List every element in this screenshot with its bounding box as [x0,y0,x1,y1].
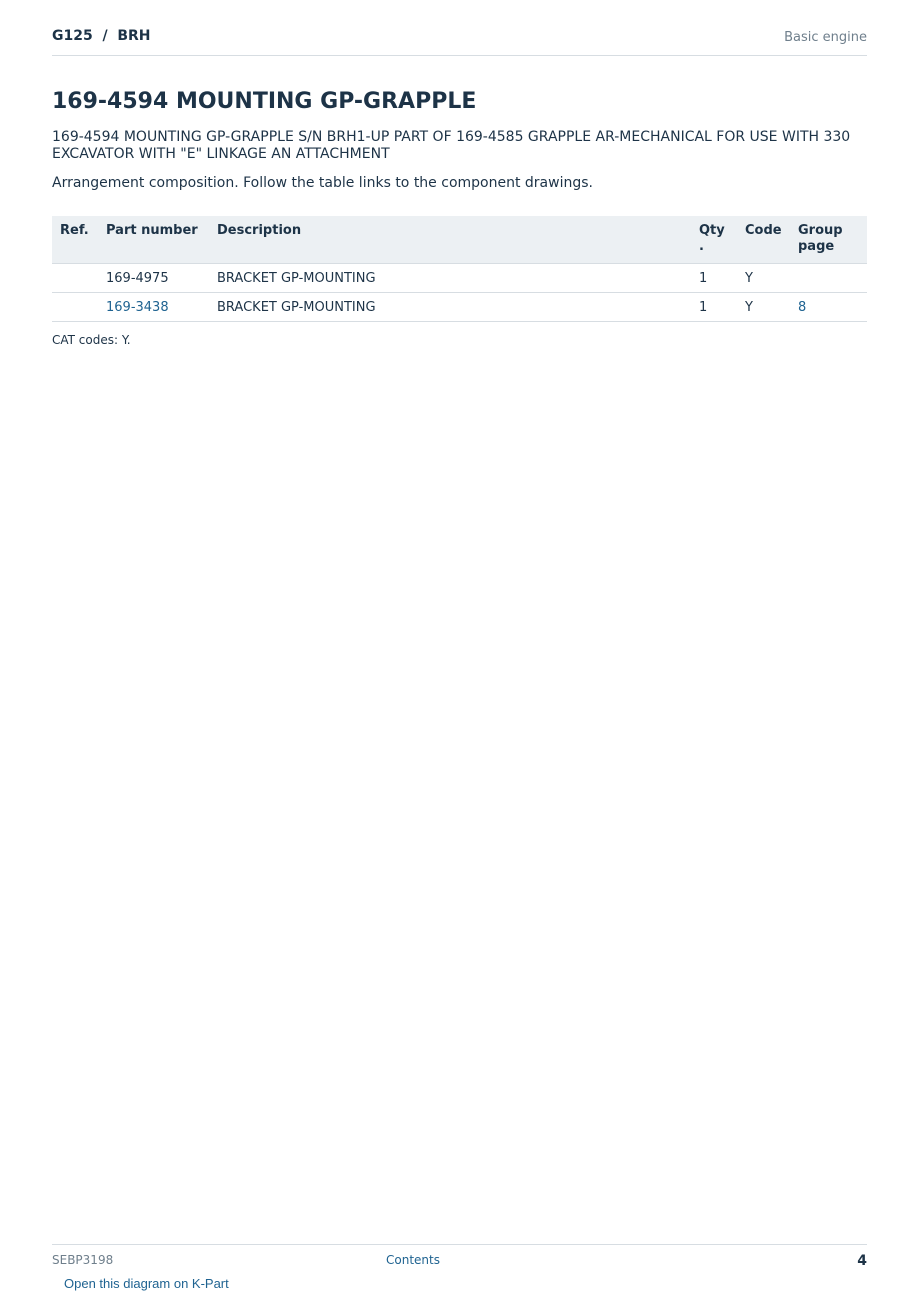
parts-table [52,216,867,322]
cell-part-number: 169-4975 [98,264,209,293]
table-header-row [52,216,867,264]
cell-qty: 1 [691,293,737,322]
page-subtitle: 169-4594 MOUNTING GP-GRAPPLE S/N BRH1-UP PART OF 169-4585 GRAPPLE AR-MECHANICAL FOR USE WITH 330 EXCAVATOR WITH "E" LINKAGE AN ATTACHMENT [52,129,851,162]
page-header [52,28,867,56]
col-code: Code [737,216,790,264]
col-group-page [790,216,867,264]
col-qty [691,216,737,264]
document-id: SEBP3198 [52,1253,114,1267]
group-page-link[interactable]: 8 [790,293,867,322]
cell-group-page [790,264,867,293]
col-description: Description [209,216,691,264]
intro-text: Arrangement composition. Follow the table links to the component drawings. [52,175,593,191]
cell-qty: 1 [691,264,737,293]
cell-ref [52,293,98,322]
cell-description: BRACKET GP-MOUNTING [209,293,691,322]
page-footer [52,1244,867,1271]
page-title: 169-4594 MOUNTING GP-GRAPPLE [52,89,477,114]
page-number: 4 [857,1253,867,1269]
cell-description: BRACKET GP-MOUNTING [209,264,691,293]
cell-code: Y [737,293,790,322]
table-row [52,293,867,322]
col-part-number: Part number [98,216,209,264]
section-label: Basic engine [784,30,867,45]
breadcrumb: G125 / BRH [52,28,151,44]
col-qty-label: Qty . [699,223,725,254]
cat-codes-note: CAT codes: Y. [52,333,131,347]
table-row [52,264,867,293]
cell-code: Y [737,264,790,293]
cell-ref [52,264,98,293]
col-ref: Ref. [52,216,98,264]
part-number-link[interactable]: 169-3438 [98,293,209,322]
kpart-link[interactable]: Open this diagram on K-Part [64,1276,229,1291]
contents-link[interactable]: Contents [386,1253,440,1267]
col-group-page-label: Group page [798,223,843,254]
